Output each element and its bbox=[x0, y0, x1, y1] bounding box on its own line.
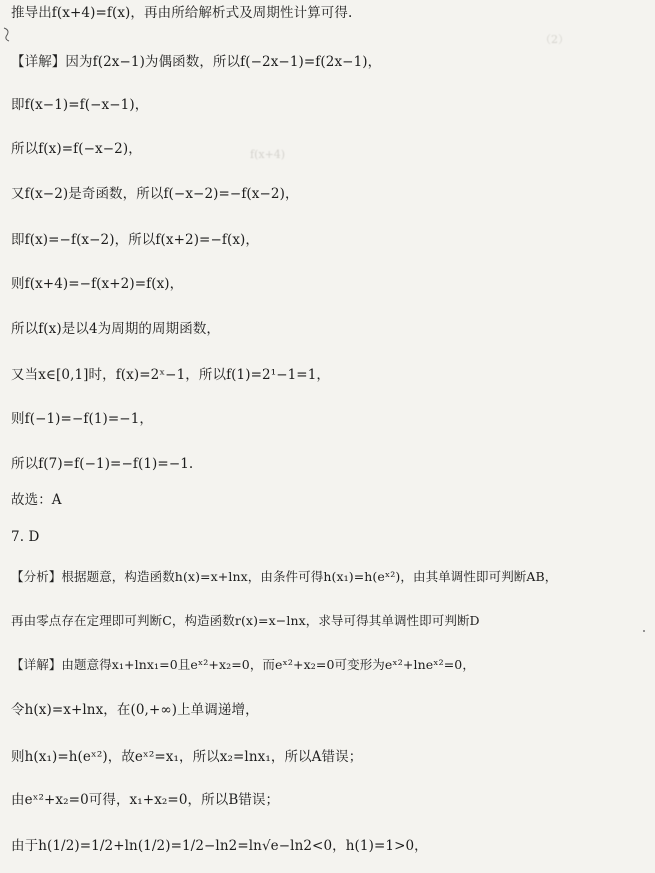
text-line: 即f(x−1)=f(−x−1)， bbox=[11, 97, 149, 113]
text-line: 推导出f(x+4)=f(x)，再由所给解析式及周期性计算可得. bbox=[11, 5, 353, 21]
bleed-through-text: f(x+4) bbox=[250, 148, 286, 161]
bleed-through-text: （2） bbox=[540, 33, 569, 46]
text-line: 由于h(1/2)=1/2+ln(1/2)=1/2−ln2=ln√e−ln2<0，h(1)=1>0， bbox=[11, 838, 428, 854]
text-line: 令h(x)=x+lnx，在(0,+∞)上单调递增， bbox=[11, 702, 259, 718]
text-line: 又当x∈[0,1]时，f(x)=2ˣ−1，所以f(1)=2¹−1=1， bbox=[11, 367, 331, 383]
text-line: 所以f(x)=f(−x−2)， bbox=[11, 141, 142, 157]
text-line: 由eˣ²+x₂=0可得，x₁+x₂=0，所以B错误； bbox=[11, 792, 280, 808]
text-line: 再由零点存在定理即可判断C，构造函数r(x)=x−lnx，求导可得其单调性即可判断D bbox=[11, 613, 480, 628]
text-line: 则f(−1)=−f(1)=−1， bbox=[11, 411, 153, 427]
scan-speck bbox=[643, 630, 645, 632]
text-line: 【分析】根据题意，构造函数h(x)=x+lnx，由条件可得h(x₁)=h(eˣ²)，由其单调性即可判断AB， bbox=[11, 569, 558, 584]
text-line: 故选：A bbox=[11, 492, 62, 508]
text-line: 7. D bbox=[11, 529, 40, 545]
text-line: 则f(x+4)=−f(x+2)=f(x)， bbox=[11, 276, 184, 292]
text-line: 即f(x)=−f(x−2)，所以f(x+2)=−f(x)， bbox=[11, 232, 260, 248]
text-line: 所以f(7)=f(−1)=−f(1)=−1. bbox=[11, 456, 194, 472]
text-line: 又f(x−2)是奇函数，所以f(−x−2)=−f(x−2)， bbox=[11, 186, 299, 202]
text-line: 【详解】因为f(2x−1)为偶函数，所以f(−2x−1)=f(2x−1)， bbox=[11, 54, 382, 70]
text-line: 【详解】由题意得x₁+lnx₁=0且eˣ²+x₂=0，而eˣ²+x₂=0可变形为eˣ²+lneˣ²=0， bbox=[11, 657, 475, 672]
text-line: 所以f(x)是以4为周期的周期函数， bbox=[11, 321, 221, 337]
text-line: 则h(x₁)=h(eˣ²)，故eˣ²=x₁，所以x₂=lnx₁，所以A错误； bbox=[11, 749, 363, 765]
pen-mark-icon bbox=[2, 26, 12, 42]
